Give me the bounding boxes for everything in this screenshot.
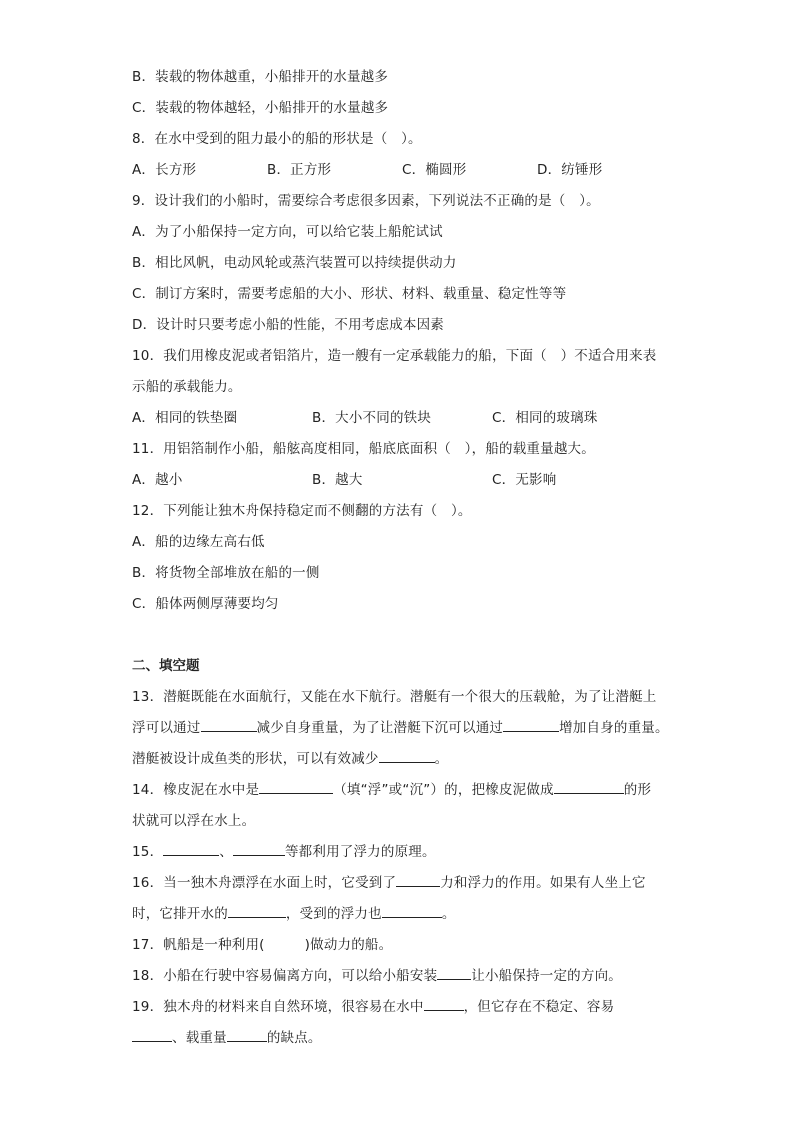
q10-stem-line1: 10．我们用橡皮泥或者铝箔片，造一艘有一定承载能力的船，下面（ ）不适合用来表 (132, 348, 657, 364)
q16-line1 (132, 868, 672, 899)
q13-text-c: 增加自身的重量。 (559, 720, 669, 736)
q15-blank-2[interactable] (233, 842, 285, 856)
q15-text-a: 15． (132, 844, 164, 860)
q11-option-a: A．越小 (132, 472, 183, 488)
q19-text-c: 、载重量 (172, 1030, 227, 1046)
q8-option-b: B．正方形 (267, 162, 332, 178)
q14-blank-2[interactable] (554, 780, 624, 794)
q10-option-a: A．相同的铁垫圈 (132, 410, 238, 426)
q8-options (132, 155, 672, 186)
q9-option-c: C．制订方案时，需要考虑船的大小、形状、材料、载重量、稳定性等等 (132, 286, 567, 302)
worksheet-page (132, 62, 672, 1054)
q9-stem: 9．设计我们的小船时，需要综合考虑很多因素，下列说法不正确的是（ ）。 (132, 193, 600, 209)
q14-text-c: 的形 (623, 782, 652, 798)
q14-blank-1[interactable] (259, 780, 333, 794)
q13-blank-1[interactable] (201, 718, 257, 732)
q13-text-d: 潜艇被设计成鱼类的形状，可以有效减少 (132, 751, 379, 767)
q10-option-b: B．大小不同的铁块 (312, 410, 432, 426)
q8-option-d: D．纺锤形 (537, 162, 603, 178)
q13-line1: 13．潜艇既能在水面航行，又能在水下航行。潜艇有一个很大的压载舱，为了让潜艇上 (132, 689, 657, 705)
q15-text-b: 、 (219, 844, 233, 860)
q14-text-b: （填“浮”或“沉”）的，把橡皮泥做成 (333, 782, 554, 798)
q10-option-c: C．相同的玻璃珠 (492, 410, 598, 426)
q13-blank-2[interactable] (503, 718, 559, 732)
q15-line (132, 837, 672, 868)
q15-blank-1[interactable] (163, 842, 219, 856)
q17-text-b: )做动力的船。 (304, 937, 393, 953)
q19-blank-1[interactable] (424, 997, 464, 1011)
q16-text-c: 时，它排开水的 (132, 906, 228, 922)
q13-text-b: 减少自身重量，为了让潜艇下沉可以通过 (256, 720, 504, 736)
q13-blank-3[interactable] (379, 749, 435, 763)
q19-text-a: 19．独木舟的材料来自自然环境，很容易在水中 (132, 999, 424, 1015)
q9-option-a: A．为了小船保持一定方向，可以给它装上船舵试试 (132, 224, 443, 240)
q14-line1 (132, 775, 672, 806)
section-fill-blank-title: 二、填空题 (132, 658, 200, 674)
q19-blank-3[interactable] (227, 1028, 267, 1042)
q14-line2: 状就可以浮在水上。 (132, 813, 256, 829)
q17-line (132, 930, 672, 961)
q11-option-c: C．无影响 (492, 472, 557, 488)
q10-stem-line2: 示船的承载能力。 (132, 379, 242, 395)
q18-blank[interactable] (437, 966, 471, 980)
q11-stem: 11．用铝箔制作小船，船舷高度相同，船底底面积（ ），船的载重量越大。 (132, 441, 595, 457)
q13-text-e: 。 (434, 751, 449, 767)
q11-options (132, 465, 672, 496)
q16-blank-2[interactable] (228, 904, 286, 918)
q8-option-c: C．椭圆形 (402, 162, 467, 178)
q19-text-d: 的缺点。 (266, 1030, 322, 1046)
q15-text-c: 等都利用了浮力的原理。 (284, 844, 436, 860)
q18-text-a: 18．小船在行驶中容易偏离方向，可以给小船安装 (132, 968, 438, 984)
q13-text-a: 浮可以通过 (132, 720, 201, 736)
q18-text-b: 让小船保持一定的方向。 (471, 968, 622, 984)
q19-line1 (132, 992, 672, 1023)
q7-option-b: B．装载的物体越重，小船排开的水量越多 (132, 69, 389, 85)
q13-line2 (132, 713, 672, 744)
q9-option-b: B．相比风帆，电动风轮或蒸汽装置可以持续提供动力 (132, 255, 457, 271)
q16-blank-1[interactable] (396, 873, 440, 887)
q17-text-a: 17．帆船是一种利用( (132, 937, 265, 953)
q18-line (132, 961, 672, 992)
q8-stem: 8．在水中受到的阻力最小的船的形状是（ ）。 (132, 131, 422, 147)
q16-blank-3[interactable] (382, 904, 442, 918)
q12-option-a: A．船的边缘左高右低 (132, 534, 265, 550)
q16-text-e: 。 (441, 906, 456, 922)
q19-blank-2[interactable] (132, 1028, 172, 1042)
q13-line3 (132, 744, 672, 775)
q19-line2 (132, 1023, 672, 1054)
q12-stem: 12．下列能让独木舟保持稳定而不侧翻的方法有（ ）。 (132, 503, 472, 519)
q10-options (132, 403, 672, 434)
q12-option-b: B．将货物全部堆放在船的一侧 (132, 565, 320, 581)
q16-text-b: 力和浮力的作用。如果有人坐上它 (440, 875, 646, 891)
q16-text-a: 16．当一独木舟漂浮在水面上时，它受到了 (132, 875, 397, 891)
q9-option-d: D．设计时只要考虑小船的性能，不用考虑成本因素 (132, 317, 444, 333)
q19-text-b: ，但它存在不稳定、容易 (463, 999, 615, 1015)
q16-line2 (132, 899, 672, 930)
q8-option-a: A．长方形 (132, 162, 197, 178)
q11-option-b: B．越大 (312, 472, 363, 488)
q7-option-c: C．装载的物体越轻，小船排开的水量越多 (132, 100, 389, 116)
q12-option-c: C．船体两侧厚薄要均匀 (132, 596, 279, 612)
q16-text-d: ，受到的浮力也 (285, 906, 382, 922)
q14-text-a: 14．橡皮泥在水中是 (132, 782, 260, 798)
